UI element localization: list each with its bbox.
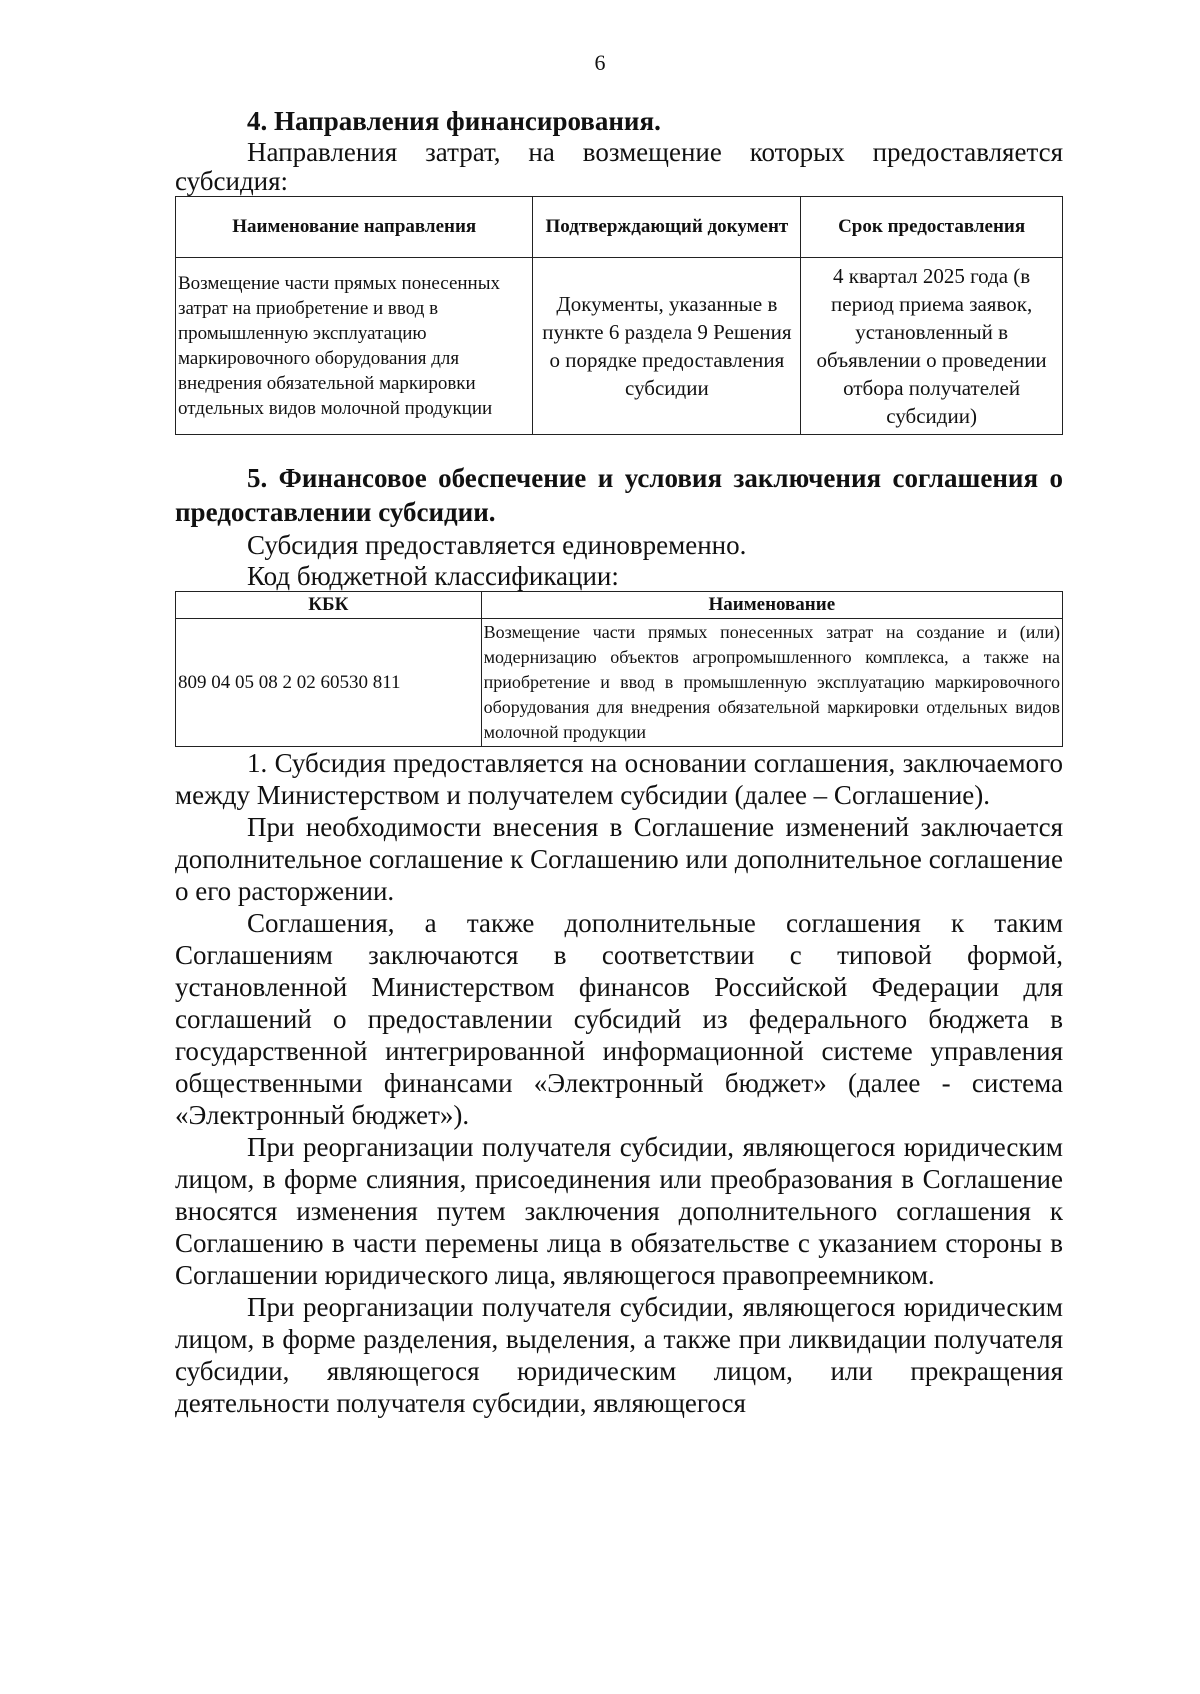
cell-kbk: 809 04 05 08 2 02 60530 811	[176, 619, 482, 747]
column-header-term: Срок предоставления	[801, 197, 1063, 258]
document-body	[175, 104, 1063, 1419]
paragraph-reorganization-merger: При реорганизации получателя субсидии, являющегося юридическим лицом, в форме слияния, присоединения или преобразования в Соглашение вносятся изменения путем заключения дополнительного соглашения к Соглашению в части перемены лица в обязательстве с указанием стороны в Соглашении юридического лица, являющегося правопреемником.	[175, 1132, 1063, 1290]
section-5-heading: 5. Финансовое обеспечение и условия заключения соглашения о предоставлении субсидии.	[175, 463, 1063, 527]
table-row	[176, 619, 1063, 747]
column-header-name: Наименование	[481, 592, 1062, 619]
cell-term: 4 квартал 2025 года (в период приема заявок, установленный в объявлении о проведении отбора получателей субсидии)	[801, 258, 1063, 435]
section-4-intro: Направления затрат, на возмещение которых предоставляется субсидия:	[175, 137, 1063, 196]
financing-directions-table	[175, 196, 1063, 435]
cell-name: Возмещение части прямых понесенных затрат на создание и (или) модернизацию объектов агропромышленного комплекса, а также на приобретение и ввод в промышленную эксплуатацию маркировочного оборудования для внедрения обязательной маркировки отдельных видов молочной продукции	[481, 619, 1062, 747]
paragraph-reorganization-division: При реорганизации получателя субсидии, являющегося юридическим лицом, в форме разделения, выделения, а также при ликвидации получателя субсидии, являющегося юридическим лицом, или прекращения деятельности получателя субсидии, являющегося	[175, 1292, 1063, 1418]
section-4-heading: 4. Направления финансирования.	[247, 106, 661, 136]
page-number: 6	[594, 50, 606, 75]
budget-code-table	[175, 591, 1063, 747]
paragraph-agreement-changes: При необходимости внесения в Соглашение изменений заключается дополнительное соглашение к Соглашению или дополнительное соглашение о его расторжении.	[175, 812, 1063, 906]
column-header-direction: Наименование направления	[176, 197, 533, 258]
cell-direction: Возмещение части прямых понесенных затрат на приобретение и ввод в промышленную эксплуатацию маркировочного оборудования для внедрения обязательной маркировки отдельных видов молочной продукции	[176, 258, 533, 435]
paragraph-standard-form: Соглашения, а также дополнительные соглашения к таким Соглашениям заключаются в соответствии с типовой формой, установленной Министерством финансов Российской Федерации для соглашений о предоставлении субсидий из федерального бюджета в государственной интегрированной информационной системе управления общественными финансами «Электронный бюджет» (далее - система «Электронный бюджет»).	[175, 908, 1063, 1130]
column-header-document: Подтверждающий документ	[533, 197, 801, 258]
paragraph-budget-code: Код бюджетной классификации:	[247, 561, 619, 591]
column-header-kbk: КБК	[176, 592, 482, 619]
paragraph-one-time: Субсидия предоставляется единовременно.	[247, 530, 747, 560]
paragraph-agreement-basis: 1. Субсидия предоставляется на основании соглашения, заключаемого между Министерством и получателем субсидии (далее – Соглашение).	[175, 748, 1063, 810]
table-header-row	[176, 592, 1063, 619]
table-row	[176, 258, 1063, 435]
table-header-row	[176, 197, 1063, 258]
cell-document: Документы, указанные в пункте 6 раздела 9 Решения о порядке предоставления субсидии	[533, 258, 801, 435]
